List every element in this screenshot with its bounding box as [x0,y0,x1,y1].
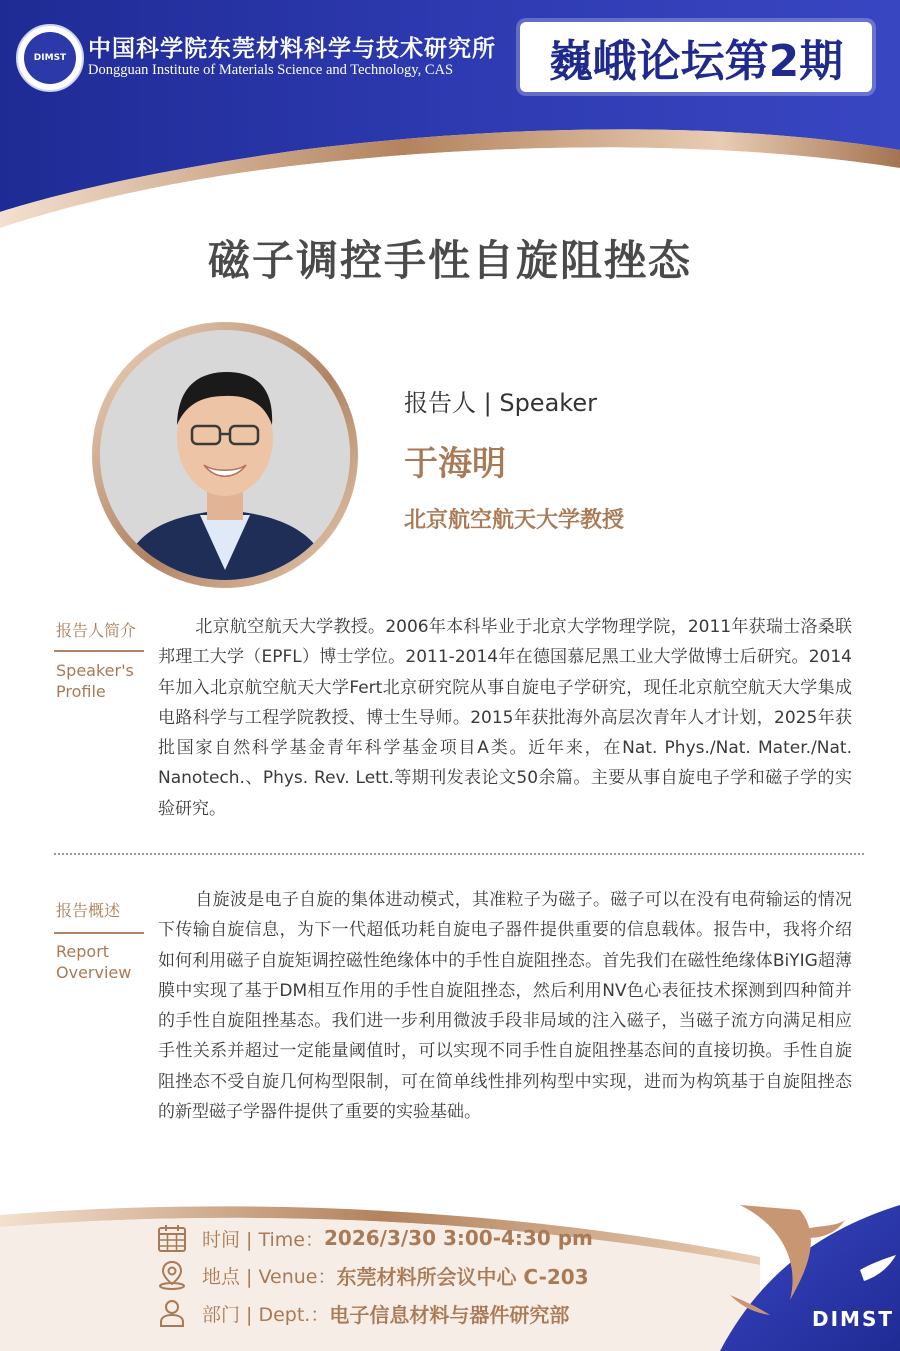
dept-row [156,1297,569,1329]
section-divider [54,853,864,855]
dept-value: 电子信息材料与器件研究部 [329,1302,570,1327]
profile-divider-line [54,650,144,652]
profile-text: 北京航空航天大学教授。2006年本科毕业于北京大学物理学院，2011年获瑞士洛桑联邦理工大学（EPFL）博士学位。2011-2014年在德国慕尼黑工业大学做博士后研究。2014年加入北京航空航天大学Fert北京研究院从事自旋电子学研究，现任北京航空航天大学集成电路科学与工程学院教授、博士生导师。2015年获批海外高层次青年人才计划，2025年获批国家自然科学基金青年科学基金项目A类。近年来，在Nat. Phys./Nat. Mater./Nat. Nanotech.、Phys. Rev. Lett.等期刊发表论文50余篇。主要从事自旋电子学和磁子学的实验研究。 [158,617,852,819]
speaker-photo-frame [92,322,358,588]
profile-label-cn: 报告人简介 [56,621,137,640]
overview-label-cn: 报告概述 [56,901,121,920]
time-value: 2026/3/30 3:00-4:30 pm [323,1226,593,1250]
dept-label: 部门 | Dept.： [202,1303,330,1326]
institute-logo [16,24,84,92]
speaker-name: 于海明 [404,444,506,484]
forum-badge: 巍峨论坛第2期 [520,22,872,92]
overview-label-en-line2: Overview [56,963,132,982]
time-label: 时间 | Time： [202,1228,324,1251]
header-banner [0,0,900,240]
time-row [156,1222,593,1254]
footer-brand: DIMST [812,1307,894,1331]
talk-title: 磁子调控手性自旋阻挫态 [207,236,692,285]
venue-value: 东莞材料所会议中心 C-203 [336,1264,589,1289]
location-pin-icon [156,1259,188,1291]
venue-label: 地点 | Venue： [202,1265,337,1288]
profile-label-en-line2: Profile [56,682,106,701]
overview-label-en [56,941,131,983]
speaker-affiliation: 北京航空航天大学教授 [404,508,625,533]
org-name-cn: 中国科学院东莞材料科学与技术研究所 [88,35,496,62]
speaker-label: 报告人 | Speaker [404,389,597,417]
person-icon [156,1297,188,1329]
overview-text: 自旋波是电子自旋的集体进动模式，其准粒子为磁子。磁子可以在没有电荷输运的情况下传输自旋信息，为下一代超低功耗自旋电子器件提供重要的信息载体。报告中，我将介绍如何利用磁子自旋矩调控磁性绝缘体中的手性自旋阻挫态。首先我们在磁性绝缘体BiYIG超薄膜中实现了基于DM相互作用的手性自旋阻挫态，然后利用NV色心表征技术探测到四种简并的手性自旋阻挫基态。我们进一步利用微波手段非局域的注入磁子，当磁子流方向满足相应手性关系并超过一定能量阈值时，可以实现不同手性自旋阻挫基态间的直接切换。手性自旋阻挫态不受自旋几何构型限制，可在简单线性排列构型中实现，进而为构筑基于自旋阻挫态的新型磁子学器件提供了重要的实验基础。 [158,890,852,1123]
venue-row [156,1259,589,1291]
overview-label-en-line1: Report [56,942,110,961]
overview-divider-line [54,932,144,934]
speaker-photo [100,330,350,580]
profile-label-en [56,660,134,702]
logo-text: DIMST [24,32,76,84]
calendar-icon [156,1222,188,1254]
profile-label-en-line1: Speaker's [56,661,134,680]
org-name-en: Dongguan Institute of Materials Science and Technology, CAS [88,62,454,78]
